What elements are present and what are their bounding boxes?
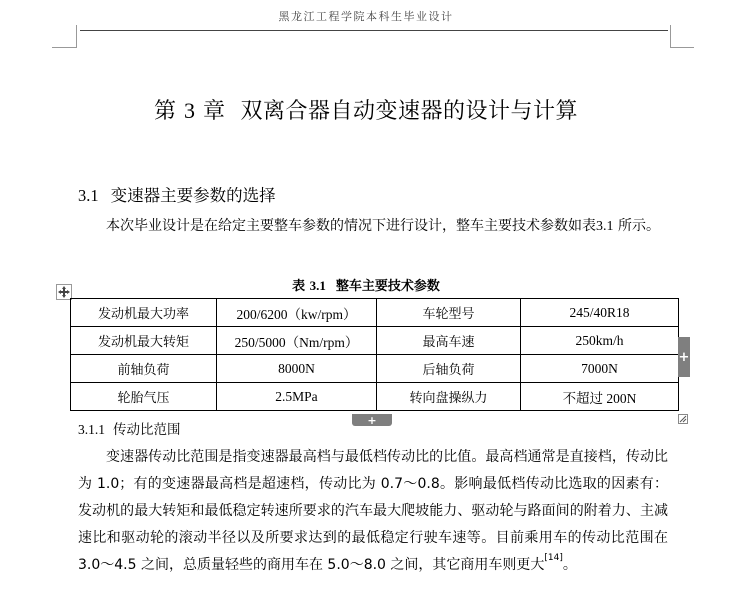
table-caption-title: 整车主要技术参数 (335, 279, 440, 294)
crop-mark-top-right-h (670, 47, 694, 48)
table-row (71, 327, 679, 355)
intro-paragraph (78, 213, 668, 240)
intro-text: 本次毕业设计是在给定主要整车参数的情况下进行设计，整车主要技术参数如表 (106, 218, 596, 234)
table-cell[interactable]: 250/5000（Nm/rpm） (217, 327, 377, 355)
body-text: 变速器传动比范围是指变速器最高档与最低档传动比的比值。最高档通常是直接档，传动比为 1.0；有的变速器最高档是超速档，传动比为 0.7～0.8。影响最低档传动比选取的因素有：发动机的最大转矩和最低稳定转速所要求的汽车最大爬坡能力、驱动轮与路面间的附着力、主减速比和驱动轮的滚动半径以及所要求达到的最低稳定行驶车速等。目前乘用车的传动比范围在 3.0～4.5 之间，总质量轻些的商用车在 5.0～8.0 之间，其它商用车则更大 (78, 449, 668, 573)
table-row (71, 299, 679, 327)
table-row (71, 355, 679, 383)
chapter-suffix: 章 (202, 99, 226, 124)
table-cell[interactable]: 2.5MPa (217, 383, 377, 411)
table-cell[interactable]: 8000N (217, 355, 377, 383)
table-cell[interactable]: 不超过 200N (521, 383, 679, 411)
crop-mark-top-right-v (670, 25, 671, 48)
table-cell[interactable]: 200/6200（kw/rpm） (217, 299, 377, 327)
chapter-prefix: 第 (153, 99, 177, 124)
citation[interactable]: [14] (544, 553, 563, 563)
table-cell[interactable]: 轮胎气压 (71, 383, 217, 411)
chapter-title-text: 双离合器自动变速器的设计与计算 (240, 99, 579, 124)
table-row (71, 383, 679, 411)
table-cell[interactable]: 7000N (521, 355, 679, 383)
table-cell[interactable]: 前轴负荷 (71, 355, 217, 383)
table-cell[interactable]: 车轮型号 (377, 299, 521, 327)
table-cell[interactable]: 250km/h (521, 327, 679, 355)
table-cell[interactable]: 后轴负荷 (377, 355, 521, 383)
crop-mark-top-left-h (52, 47, 76, 48)
intro-table-ref: 3.1 (596, 219, 614, 234)
body-paragraph (78, 444, 668, 579)
table-cell[interactable]: 245/40R18 (521, 299, 679, 327)
chapter-title (0, 94, 732, 125)
table-caption-number: 3.1 (309, 278, 326, 293)
section-number: 3.1 (78, 186, 99, 205)
subsection-number: 3.1.1 (78, 422, 105, 437)
table-cell[interactable]: 转向盘操纵力 (377, 383, 521, 411)
section-title (78, 182, 276, 206)
table-caption (0, 275, 732, 294)
add-column-button[interactable]: + (678, 337, 690, 377)
body-end: 。 (562, 557, 577, 573)
intro-tail: 所示。 (617, 218, 660, 234)
add-row-button[interactable]: + (352, 414, 392, 426)
section-title-text: 变速器主要参数的选择 (110, 186, 276, 205)
chapter-number: 3 (183, 98, 196, 123)
vehicle-parameters-table (70, 298, 679, 411)
table-cell[interactable]: 最高车速 (377, 327, 521, 355)
table-cell[interactable]: 发动机最大转矩 (71, 327, 217, 355)
page-header: 黑龙江工程学院本科生毕业设计 (278, 10, 454, 23)
table-cell[interactable]: 发动机最大功率 (71, 299, 217, 327)
crop-mark-top-left-v (76, 25, 77, 48)
header-rule (80, 30, 668, 31)
subsection-title (78, 418, 181, 438)
table-caption-prefix: 表 (292, 279, 306, 294)
subsection-title-text: 传动比范围 (113, 422, 181, 438)
table-resize-handle-icon[interactable] (678, 414, 688, 424)
